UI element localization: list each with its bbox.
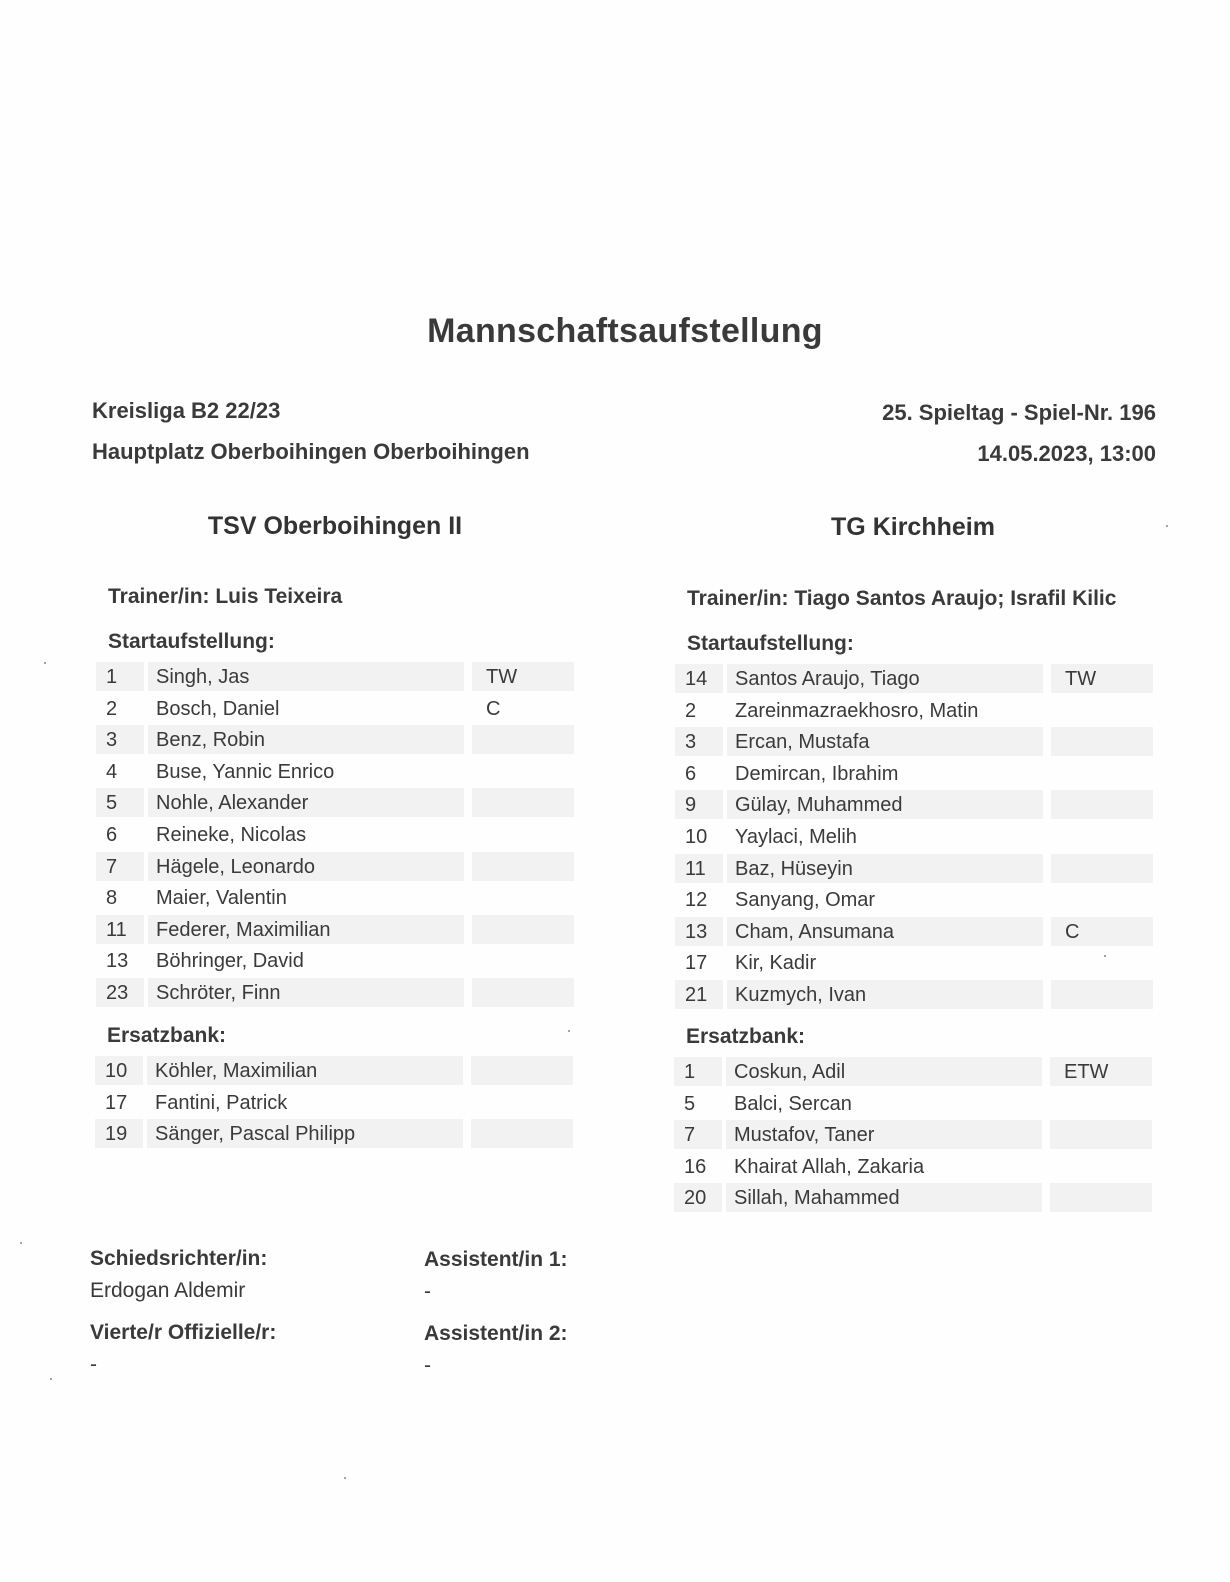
player-role [1051, 790, 1153, 819]
player-role [1051, 759, 1153, 788]
player-name: Buse, Yannic Enrico [156, 760, 335, 783]
assistant2-name: - [424, 1354, 431, 1377]
player-name: Benz, Robin [148, 725, 464, 754]
player-role [1050, 1120, 1152, 1149]
player-role [472, 725, 574, 754]
player-row [96, 978, 574, 1010]
player-number: 17 [105, 1091, 128, 1114]
player-number: 5 [96, 788, 144, 817]
player-role [1050, 1152, 1152, 1181]
home-bench-list [95, 1056, 573, 1151]
player-name: Kir, Kadir [735, 952, 817, 975]
player-row [675, 759, 1153, 791]
player-role: C [1051, 917, 1153, 946]
player-role [1050, 1089, 1152, 1118]
player-row [674, 1089, 1152, 1121]
player-row [96, 788, 574, 820]
away-bench-label: Ersatzbank: [686, 1025, 806, 1048]
player-name: Khairat Allah, Zakaria [734, 1155, 925, 1178]
player-row [675, 790, 1153, 822]
scan-speck [568, 1030, 570, 1032]
player-role [471, 1088, 573, 1117]
player-name: Singh, Jas [148, 662, 464, 691]
player-number: 12 [685, 889, 708, 912]
player-number: 20 [674, 1183, 722, 1212]
player-number: 8 [106, 887, 118, 910]
player-role [472, 852, 574, 881]
assistant1-label: Assistent/in 1: [424, 1248, 568, 1271]
player-row [675, 854, 1153, 886]
player-role [472, 788, 574, 817]
player-row [95, 1088, 573, 1120]
player-role [472, 820, 574, 849]
player-row [96, 883, 574, 915]
scan-speck [50, 1378, 52, 1380]
player-name: Kuzmych, Ivan [727, 980, 1043, 1009]
player-number: 11 [96, 915, 144, 944]
player-name: Reineke, Nicolas [156, 823, 307, 846]
player-role: C [486, 697, 501, 720]
player-name: Sillah, Mahammed [726, 1183, 1042, 1212]
player-number: 11 [675, 854, 723, 883]
away-trainer: Trainer/in: Tiago Santos Araujo; Israfil Kilic [687, 587, 1117, 610]
player-row [674, 1120, 1152, 1152]
home-bench-label: Ersatzbank: [107, 1024, 227, 1047]
player-row [675, 885, 1153, 917]
player-number: 7 [96, 852, 144, 881]
player-number: 6 [106, 823, 118, 846]
player-number: 7 [674, 1120, 722, 1149]
player-number: 6 [685, 762, 697, 785]
home-trainer: Trainer/in: Luis Teixeira [108, 585, 343, 608]
player-name: Cham, Ansumana [727, 917, 1043, 946]
player-row [95, 1056, 573, 1088]
player-number: 5 [684, 1092, 696, 1115]
player-row [95, 1119, 573, 1151]
player-row [96, 915, 574, 947]
player-name: Santos Araujo, Tiago [727, 664, 1043, 693]
player-row [96, 946, 574, 978]
player-name: Federer, Maximilian [148, 915, 464, 944]
player-number: 10 [685, 825, 708, 848]
player-name: Bosch, Daniel [156, 697, 280, 720]
player-name: Fantini, Patrick [155, 1091, 288, 1114]
player-role [1051, 980, 1153, 1009]
player-name: Baz, Hüseyin [727, 854, 1043, 883]
assistant1-name: - [424, 1280, 431, 1303]
player-role [472, 915, 574, 944]
player-name: Maier, Valentin [156, 887, 287, 910]
player-role: ETW [1050, 1057, 1152, 1086]
away-starting-list [675, 664, 1153, 1012]
player-number: 21 [675, 980, 723, 1009]
player-number: 10 [95, 1056, 143, 1085]
player-row [674, 1057, 1152, 1089]
player-number: 4 [106, 760, 118, 783]
home-team-name: TSV Oberboihingen II [207, 512, 463, 540]
player-number: 9 [675, 790, 723, 819]
player-role [472, 757, 574, 786]
player-role [1050, 1183, 1152, 1212]
player-row [96, 820, 574, 852]
assistant2-label: Assistent/in 2: [424, 1322, 568, 1345]
player-number: 17 [685, 952, 708, 975]
matchday: 25. Spieltag - Spiel-Nr. 196 [882, 400, 1156, 425]
player-role: TW [1051, 664, 1153, 693]
referee-label: Schiedsrichter/in: [90, 1247, 268, 1270]
player-number: 19 [95, 1119, 143, 1148]
player-row [96, 725, 574, 757]
player-role [472, 978, 574, 1007]
league: Kreisliga B2 22/23 [92, 398, 281, 423]
player-role [471, 1119, 573, 1148]
page-title: Mannschaftsaufstellung [427, 312, 823, 350]
fourth-official-label: Vierte/r Offizielle/r: [90, 1321, 277, 1344]
player-name: Köhler, Maximilian [147, 1056, 463, 1085]
player-number: 2 [685, 699, 697, 722]
player-number: 16 [684, 1155, 707, 1178]
player-name: Schröter, Finn [148, 978, 464, 1007]
player-name: Hägele, Leonardo [148, 852, 464, 881]
away-starting-label: Startaufstellung: [687, 632, 854, 655]
player-name: Demircan, Ibrahim [735, 762, 899, 785]
home-starting-list [96, 662, 574, 1010]
player-name: Sanyang, Omar [735, 889, 876, 912]
player-role [472, 946, 574, 975]
player-row [675, 822, 1153, 854]
player-name: Ercan, Mustafa [727, 727, 1043, 756]
player-name: Sänger, Pascal Philipp [147, 1119, 463, 1148]
player-name: Böhringer, David [156, 950, 304, 973]
player-row [96, 852, 574, 884]
player-name: Balci, Sercan [734, 1092, 852, 1115]
player-row [675, 948, 1153, 980]
scan-speck [344, 1477, 346, 1479]
player-role [1051, 948, 1153, 977]
player-name: Coskun, Adil [726, 1057, 1042, 1086]
player-row [675, 980, 1153, 1012]
player-name: Mustafov, Taner [726, 1120, 1042, 1149]
player-number: 3 [96, 725, 144, 754]
player-name: Nohle, Alexander [148, 788, 464, 817]
away-bench-list [674, 1057, 1152, 1215]
player-role [1051, 727, 1153, 756]
scan-speck [44, 662, 46, 664]
player-number: 3 [675, 727, 723, 756]
player-row [674, 1183, 1152, 1215]
player-row [675, 696, 1153, 728]
player-role [472, 883, 574, 912]
player-row [675, 727, 1153, 759]
player-name: Gülay, Muhammed [727, 790, 1043, 819]
player-number: 1 [674, 1057, 722, 1086]
scan-speck [1104, 955, 1106, 957]
away-team-name: TG Kirchheim [831, 513, 995, 541]
player-role [1051, 885, 1153, 914]
player-number: 1 [96, 662, 144, 691]
player-row [674, 1152, 1152, 1184]
player-role: TW [472, 662, 574, 691]
player-number: 14 [675, 664, 723, 693]
player-role [1051, 696, 1153, 725]
player-role [1051, 854, 1153, 883]
player-number: 13 [675, 917, 723, 946]
player-name: Zareinmazraekhosro, Matin [735, 699, 979, 722]
fourth-official-name: - [90, 1353, 97, 1376]
player-row [96, 757, 574, 789]
player-number: 23 [96, 978, 144, 1007]
player-role [471, 1056, 573, 1085]
referee-name: Erdogan Aldemir [90, 1279, 246, 1302]
player-number: 2 [106, 697, 118, 720]
scan-speck [1166, 525, 1168, 527]
player-row [675, 917, 1153, 949]
match-datetime: 14.05.2023, 13:00 [977, 441, 1156, 466]
player-row [96, 694, 574, 726]
scan-speck [20, 1242, 22, 1244]
player-row [96, 662, 574, 694]
player-role [1051, 822, 1153, 851]
player-number: 13 [106, 950, 129, 973]
venue: Hauptplatz Oberboihingen Oberboihingen [92, 439, 530, 464]
player-name: Yaylaci, Melih [735, 825, 857, 848]
home-starting-label: Startaufstellung: [108, 630, 275, 653]
player-row [675, 664, 1153, 696]
